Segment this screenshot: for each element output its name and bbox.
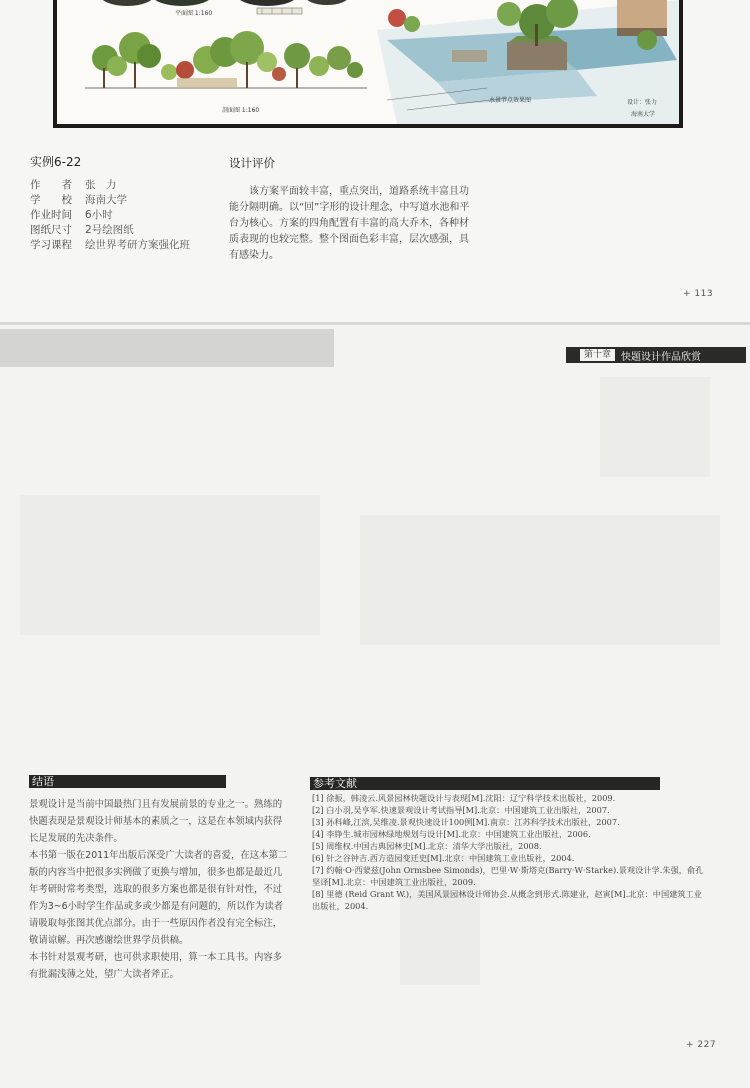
- meta-row-course: [30, 238, 230, 253]
- chapter-tag: 第十章: [580, 349, 615, 361]
- lower-page: [0, 325, 750, 1088]
- meta-row-paper-size: [30, 223, 230, 238]
- conclusion-paragraph: 本书针对景观考研，也可供求职使用，算一本工具书。内容多有批漏浅薄之处，望广大读者斧正。: [29, 952, 283, 980]
- signature-school: 海南大学: [631, 111, 656, 118]
- drawing-illustration: [57, 0, 679, 124]
- reference-item: [1] 徐振，韩凌云.风景园林快题设计与表现[M].沈阳：辽宁科学技术出版社，2009.: [312, 793, 616, 803]
- meta-value: 绘世界考研方案强化班: [85, 239, 190, 251]
- signature-name: 设计：张力: [627, 99, 658, 106]
- chapter-header: [566, 347, 746, 363]
- meta-value: 海南大学: [85, 194, 127, 206]
- evaluation-heading: 设计评价: [229, 156, 275, 170]
- reference-item: [6] 针之谷钟吉.西方造园变迁史[M].北京：中国建筑工业出版社，2004.: [312, 853, 575, 863]
- meta-value: 张 力: [85, 179, 117, 191]
- conclusion-heading: 结语: [29, 775, 226, 788]
- reference-item: [5] 周维权.中国古典园林史[M].北京：清华大学出版社，2008.: [312, 841, 542, 851]
- view-caption-label: 水景节点效果图: [489, 97, 532, 104]
- references-section: [312, 792, 708, 912]
- conclusion-paragraph: 景观设计是当前中国最热门且有发展前景的专业之一。熟练的快题表现是景观设计师基本的素质之一，这是在本领域内获得长足发展的先决条件。: [29, 799, 283, 844]
- reference-item: [2] 白小羽,吴亨军.快速景观设计考试指导[M].北京：中国建筑工业出版社，2007.: [312, 805, 610, 815]
- page-number: + 227: [686, 1040, 717, 1050]
- plan-scale-label: 平面图 1:160: [175, 10, 213, 17]
- header-band: [0, 329, 334, 367]
- meta-value: 6小时: [85, 209, 113, 221]
- show-through-mark: [360, 515, 720, 645]
- design-evaluation: [229, 155, 474, 264]
- evaluation-text: 该方案平面较丰富，重点突出，道路系统丰富且功能分隔明确。以“回”字形的设计理念，中写道水池和平台为核心。方案的四角配置有丰富的高大乔木，各种材质表现的也较完整。整个图面色彩丰富，层次感强，具有感染力。: [229, 186, 470, 261]
- meta-label: 作 者: [30, 179, 72, 191]
- meta-label: 学习课程: [30, 239, 72, 251]
- reference-item: [8] 里德 (Reid Grant W.)，美国风景园林设计师协会.从概念到形式.陈建业，赵寅[M].北京：中国建筑工业出版社，2004.: [312, 889, 702, 911]
- meta-label: 图纸尺寸: [30, 224, 72, 236]
- meta-value: 2号绘图纸: [85, 224, 134, 236]
- section-elevation: [85, 31, 367, 88]
- chapter-title: 快题设计作品欣赏: [621, 351, 702, 363]
- reference-item: [3] 孙科峰,江滨,吴维凌.景观快速设计100例[M].南京：江苏科学技术出版社，2007.: [312, 817, 620, 827]
- meta-label: 学 校: [30, 194, 72, 206]
- reference-item: [7] 约翰·O·西蒙兹(John Ormsbee Simonds)，巴里·W·斯塔克(Barry·W·Starke).景观设计学.朱强，俞孔坚译[M].北京：中国建筑工业出版社，2009.: [312, 865, 704, 887]
- design-drawing: [53, 0, 683, 128]
- conclusion-paragraph: 本书第一版在2011年出版后深受广大读者的喜爱，在这本第二版的内容当中把很多实例做了更换与增加，很多也都是最近几年考研时常考类型，选取的很多方案也都是很有针对性，不过作为3~6小时学生作品或多或少都是有问题的，所以作为读者请吸取每张图其优点部分。由于一些原因作者没有完全标注，敬请谅解。再次感谢绘世界学员供稿。: [29, 850, 288, 946]
- meta-label: 作业时间: [30, 209, 72, 221]
- meta-row-duration: [30, 208, 230, 223]
- upper-page: [0, 0, 750, 322]
- page-number: + 113: [683, 289, 714, 299]
- case-title: 实例6-22: [30, 155, 82, 169]
- case-metadata: [30, 155, 230, 253]
- references-heading: 参考文献: [310, 777, 660, 790]
- reference-item: [4] 李铮生.城市园林绿地规划与设计[M].北京：中国建筑工业出版社，2006.: [312, 829, 591, 839]
- conclusion-section: [29, 796, 291, 983]
- meta-row-school: [30, 193, 230, 208]
- meta-row-author: [30, 178, 230, 193]
- show-through-mark: [600, 377, 710, 477]
- show-through-mark: [20, 495, 320, 635]
- section-scale-label: 剖面图 1:160: [222, 107, 260, 114]
